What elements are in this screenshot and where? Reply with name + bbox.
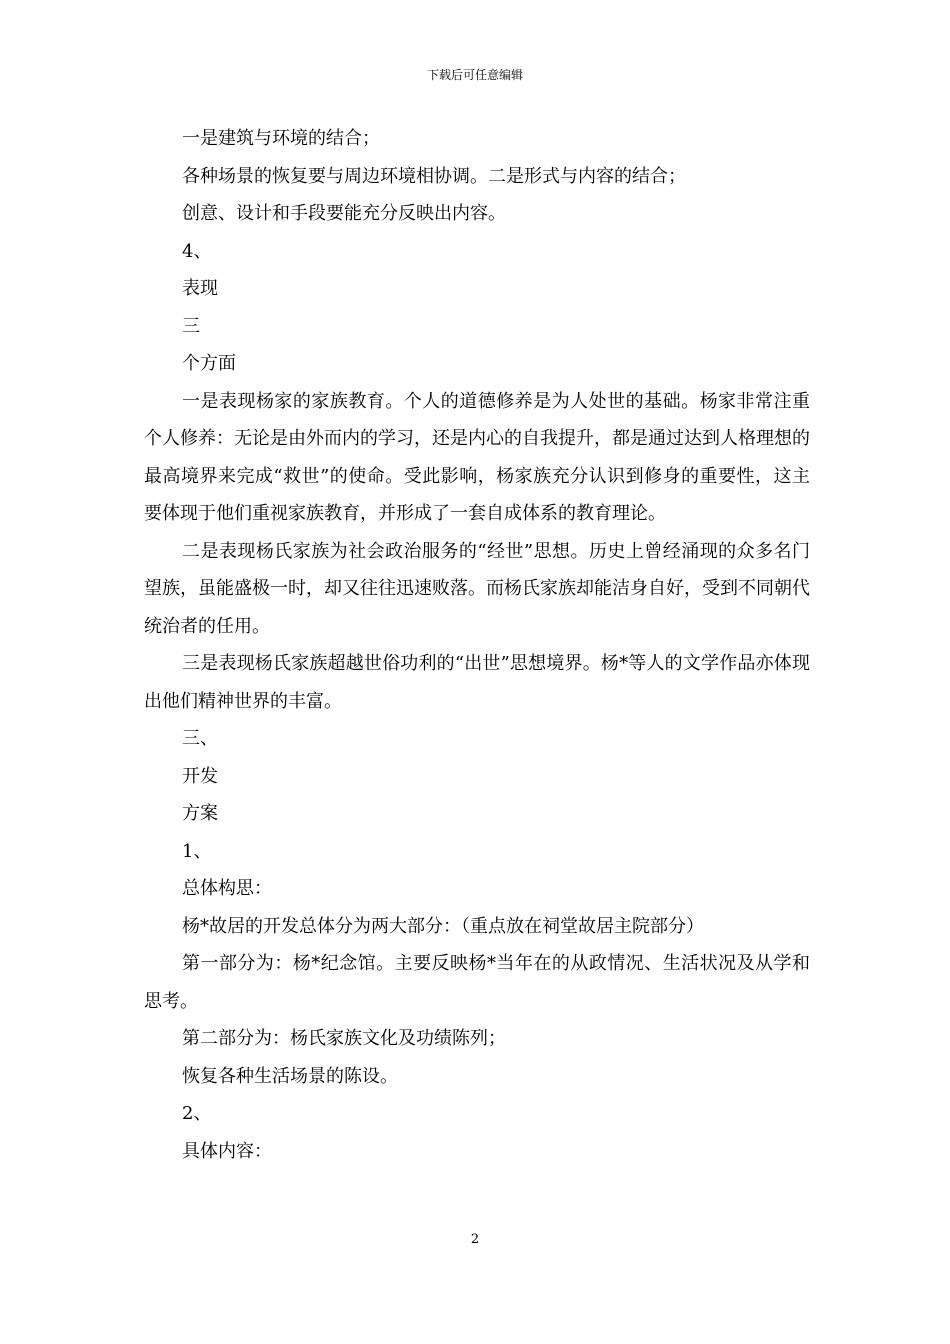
paragraph: 1、	[182, 840, 212, 862]
paragraph: 一是表现杨家的家族教育。个人的道德修养是为人处世的基础。杨家非常注重个人修养：无论是由外而内的学习，还是内心的自我提升，都是通过达到人格理想的最高境界来完成“救世”的使命。受此影响，杨家族充分认识到修身的重要性，这主要体现于他们重视家族教育，并形成了一套自成体系的教育理论。	[144, 390, 810, 524]
page-number: 2	[470, 1232, 480, 1247]
document-body	[144, 120, 810, 1170]
paragraph: 三	[182, 315, 200, 337]
paragraph: 方案	[182, 803, 218, 824]
paragraph: 二是表现杨氏家族为社会政治服务的“经世”思想。历史上曾经涌现的众多名门望族，虽能盛极一时，却又往往迅速败落。而杨氏家族却能洁身自好，受到不同朝代统治者的任用。	[144, 540, 810, 637]
paragraph: 第一部分为：杨*纪念馆。主要反映杨*当年在的从政情况、生活状况及从学和思考。	[144, 953, 810, 1012]
paragraph: 表现	[182, 278, 218, 299]
paragraph: 4、	[182, 240, 212, 262]
paragraph: 创意、设计和手段要能充分反映出内容。	[182, 203, 506, 224]
paragraph: 三、	[182, 728, 218, 749]
paragraph: 各种场景的恢复要与周边环境相协调。二是形式与内容的结合；	[182, 165, 686, 187]
paragraph: 开发	[182, 765, 218, 787]
page-header: 下载后可任意编辑	[426, 68, 523, 82]
paragraph: 三是表现杨氏家族超越世俗功利的“出世”思想境界。杨*等人的文学作品亦体现出他们精神世界的丰富。	[144, 653, 810, 712]
paragraph: 恢复各种生活场景的陈设。	[182, 1065, 398, 1087]
paragraph: 2、	[182, 1103, 212, 1124]
paragraph: 个方面	[182, 353, 236, 374]
paragraph: 第二部分为：杨氏家族文化及功绩陈列；	[182, 1028, 506, 1049]
paragraph: 总体构思：	[182, 878, 272, 899]
paragraph: 具体内容：	[182, 1140, 272, 1162]
paragraph: 一是建筑与环境的结合；	[182, 128, 380, 149]
paragraph: 杨*故居的开发总体分为两大部分：（重点放在祠堂故居主院部分）	[182, 915, 704, 937]
